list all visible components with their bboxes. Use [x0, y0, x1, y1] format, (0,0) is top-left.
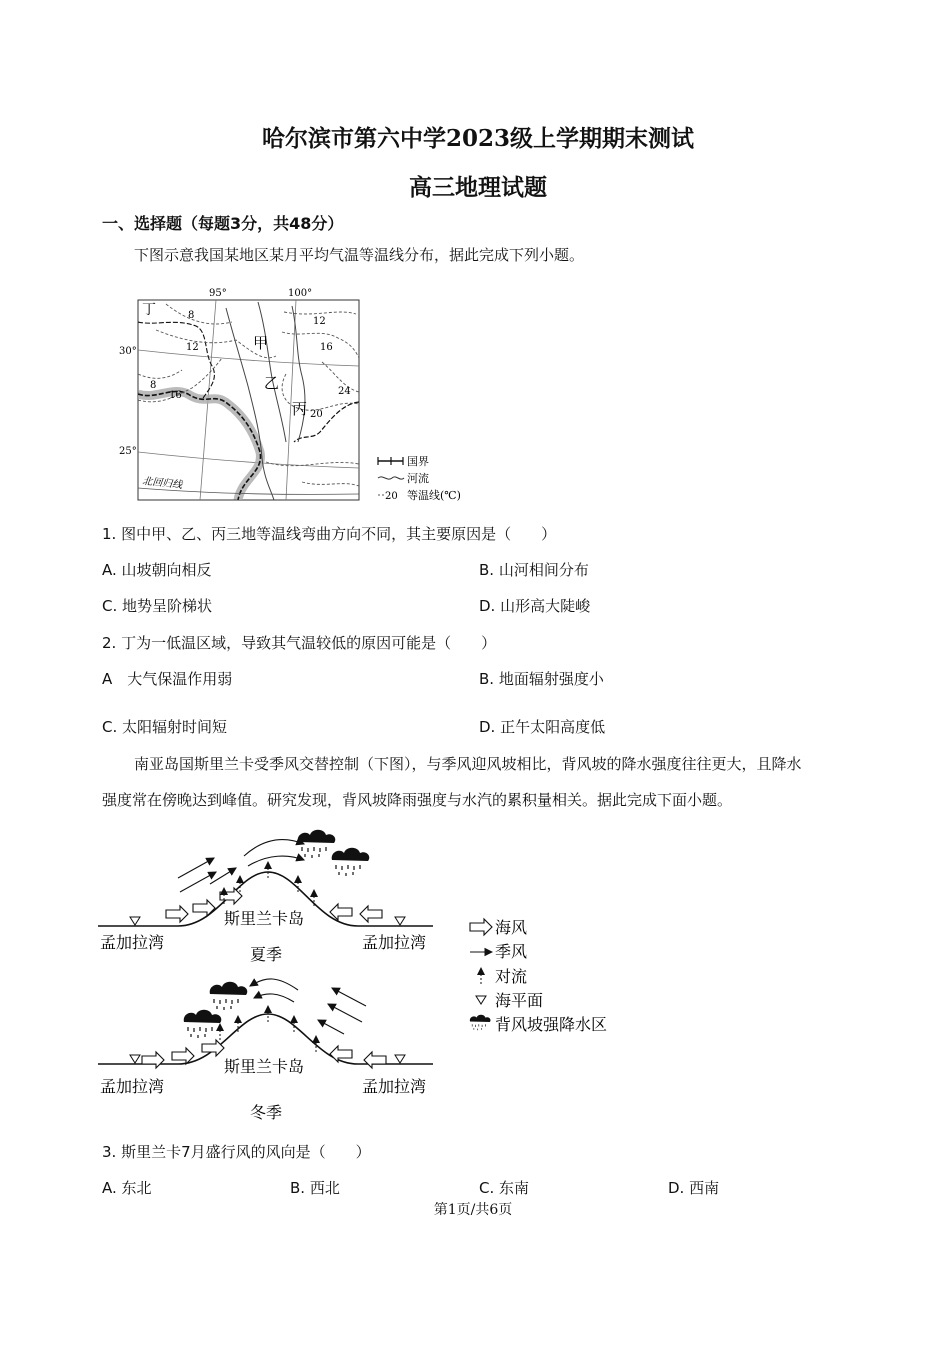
isotherm-value: 24	[338, 386, 351, 397]
lat-label-25: 25°	[119, 446, 137, 457]
intro-text: 下图示意我国某地区某月平均气温等温线分布，据此完成下列小题。	[134, 246, 585, 264]
tropic-label: 北回归线	[141, 476, 183, 492]
map-legend	[378, 455, 461, 502]
summer-left-sea: 孟加拉湾	[100, 933, 165, 952]
isotherm-value: 16	[169, 390, 182, 401]
legend-sea-level: 海平面	[495, 991, 544, 1010]
legend-river-symbol	[378, 477, 404, 479]
question-2-option-d[interactable]: D. 正午太阳高度低	[479, 718, 606, 736]
question-3-option-a[interactable]: A. 东北	[102, 1179, 152, 1197]
question-3-option-d[interactable]: D. 西南	[668, 1179, 720, 1197]
isotherm-value: 8	[188, 310, 195, 321]
question-2-stem: 2. 丁为一低温区域，导致其气温较低的原因可能是（ ）	[102, 634, 497, 652]
legend-isotherm: 等温线(℃)	[407, 489, 461, 502]
section-heading: 一、选择题（每题3分，共48分）	[102, 214, 344, 233]
winter-panel	[98, 979, 433, 1122]
legend-sea-breeze: 海风	[495, 918, 528, 937]
passage-line-1: 南亚岛国斯里兰卡受季风交替控制（下图），与季风迎风坡相比，背风坡的降水强度往往更大，且降水	[134, 755, 802, 773]
question-1-option-b[interactable]: B. 山河相间分布	[479, 561, 589, 579]
place-ding: 丁	[142, 302, 156, 318]
question-2-option-c[interactable]: C. 太阳辐射时间短	[102, 718, 228, 736]
winter-season: 冬季	[250, 1103, 283, 1122]
page-title: 哈尔滨市第六中学2023级上学期期末测试	[261, 125, 694, 152]
page-footer: 第1页/共6页	[433, 1202, 513, 1218]
isotherm-value: 12	[313, 316, 326, 327]
winter-island-label: 斯里兰卡岛	[224, 1057, 305, 1076]
legend-river: 河流	[407, 472, 429, 485]
isotherm-map	[116, 282, 481, 504]
question-2-option-b[interactable]: B. 地面辐射强度小	[479, 670, 604, 688]
question-1-option-a[interactable]: A. 山坡朝向相反	[102, 561, 212, 579]
diagram-legend	[470, 918, 607, 1034]
question-1-option-c[interactable]: C. 地势呈阶梯状	[102, 597, 213, 615]
question-3-option-b[interactable]: B. 西北	[290, 1179, 340, 1197]
place-jia: 甲	[253, 334, 269, 352]
question-1-option-d[interactable]: D. 山形高大陡峻	[479, 597, 591, 615]
isotherm-value: 20	[310, 409, 323, 420]
place-bing: 丙	[292, 400, 308, 418]
passage-line-2: 强度常在傍晚达到峰值。研究发现，背风坡降雨强度与水汽的累积量相关。据此完成下面小题。	[102, 791, 733, 809]
winter-left-sea: 孟加拉湾	[100, 1077, 165, 1096]
winter-right-sea: 孟加拉湾	[362, 1077, 427, 1096]
isotherm-value: 8	[150, 380, 157, 391]
legend-isotherm-value: 20	[385, 491, 398, 502]
summer-panel	[98, 830, 433, 964]
isotherm-value: 16	[320, 342, 333, 353]
legend-convection: 对流	[495, 967, 528, 986]
question-3-stem: 3. 斯里兰卡7月盛行风的风向是（ ）	[102, 1143, 371, 1161]
lon-label-95: 95°	[209, 288, 227, 299]
page-subtitle: 高三地理试题	[409, 174, 547, 201]
question-2-option-a[interactable]: A 大气保温作用弱	[102, 670, 233, 688]
summer-island-label: 斯里兰卡岛	[224, 909, 305, 928]
summer-right-sea: 孟加拉湾	[362, 933, 427, 952]
legend-border: 国界	[407, 455, 429, 468]
lon-label-100: 100°	[288, 288, 313, 299]
monsoon-diagram	[98, 826, 638, 1132]
place-yi: 乙	[264, 374, 280, 392]
summer-season: 夏季	[250, 945, 283, 964]
legend-rain-zone: 背风坡强降水区	[495, 1015, 608, 1034]
lat-label-30: 30°	[119, 346, 137, 357]
question-3-option-c[interactable]: C. 东南	[479, 1179, 530, 1197]
isotherm-value: 12	[186, 342, 199, 353]
legend-monsoon: 季风	[495, 942, 528, 961]
question-1-stem: 1. 图中甲、乙、丙三地等温线弯曲方向不同，其主要原因是（ ）	[102, 525, 557, 543]
